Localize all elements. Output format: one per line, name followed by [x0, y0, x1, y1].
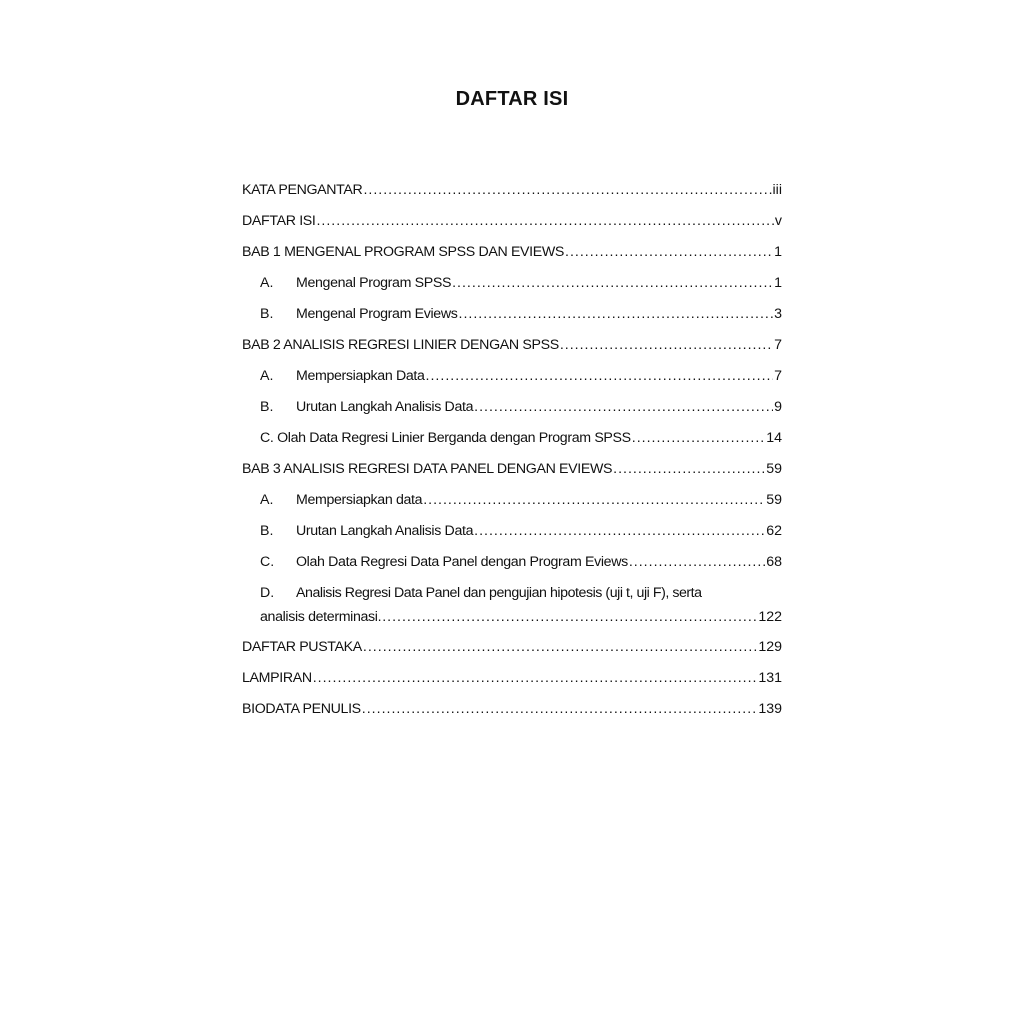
toc-entry — [242, 209, 782, 240]
toc-leader-dots — [316, 209, 773, 233]
toc-entry — [242, 302, 782, 333]
toc-leader-dots — [560, 333, 773, 357]
toc-leader-dots — [362, 697, 758, 721]
toc-entry-page: 3 — [774, 306, 782, 322]
toc-entry-label: DAFTAR ISI — [242, 213, 316, 229]
toc-entry — [242, 666, 782, 697]
toc-entry-label: Mengenal Program Eviews — [296, 306, 458, 322]
toc-entry-label: Olah Data Regresi Data Panel dengan Program Eviews — [296, 554, 628, 570]
toc-entry-letter: C. — [260, 554, 275, 570]
toc-entry-label: BIODATA PENULIS — [242, 701, 361, 717]
toc-entry-page: 7 — [774, 368, 782, 384]
toc-entry — [242, 550, 782, 581]
toc-entry-page: 131 — [758, 670, 782, 686]
toc-entry-label: Mempersiapkan data — [296, 492, 423, 508]
toc-entry — [242, 581, 782, 635]
toc-entry-page: 9 — [774, 399, 782, 415]
toc-leader-dots — [565, 240, 773, 264]
toc-entry-label-continued: analisis determinasi. — [260, 609, 382, 625]
toc-entry — [242, 488, 782, 519]
toc-entry-letter: B. — [260, 306, 274, 322]
toc-entry-label: BAB 1 MENGENAL PROGRAM SPSS DAN EVIEWS — [242, 244, 565, 260]
toc-leader-dots — [423, 488, 765, 512]
toc-entry-letter: A. — [260, 492, 274, 508]
toc-entry — [242, 333, 782, 364]
toc-entry-page: 122 — [758, 609, 782, 625]
toc-entry-letter: A. — [260, 275, 274, 291]
toc-entry-letter: A. — [260, 368, 274, 384]
toc-leader-dots — [382, 605, 757, 629]
toc-entry — [242, 178, 782, 209]
toc-entry-label: DAFTAR PUSTAKA — [242, 639, 362, 655]
toc-leader-dots — [632, 426, 765, 450]
toc-entry-label: KATA PENGANTAR — [242, 182, 363, 198]
toc-entry-page: 129 — [758, 639, 782, 655]
toc-leader-dots — [459, 302, 774, 326]
toc-leader-dots — [629, 550, 765, 574]
toc-entry-page: 7 — [774, 337, 782, 353]
toc-entry-label: Mempersiapkan Data — [296, 368, 425, 384]
toc-entry — [242, 635, 782, 666]
toc-entry-label: Mengenal Program SPSS — [296, 275, 452, 291]
toc-entry — [242, 519, 782, 550]
toc-entry-page: 59 — [766, 492, 782, 508]
toc-entry-page: 1 — [774, 275, 782, 291]
toc-entry — [242, 364, 782, 395]
toc-leader-dots — [452, 271, 773, 295]
toc-entry — [242, 271, 782, 302]
toc-entry-page: 62 — [766, 523, 782, 539]
toc-leader-dots — [363, 178, 771, 202]
toc-leader-dots — [474, 395, 773, 419]
toc-entry — [242, 457, 782, 488]
toc-entry — [242, 395, 782, 426]
toc-entry-page: 68 — [766, 554, 782, 570]
toc-entry-page: 59 — [766, 461, 782, 477]
toc-leader-dots — [426, 364, 774, 388]
toc-entry-page: v — [774, 213, 782, 229]
toc-entry-letter: B. — [260, 523, 274, 539]
toc-list — [242, 178, 782, 728]
toc-entry-label: C. Olah Data Regresi Linier Berganda dengan Program SPSS — [260, 430, 631, 446]
toc-entry-letter: D. — [260, 585, 275, 601]
toc-leader-dots — [474, 519, 765, 543]
toc-entry-label: BAB 3 ANALISIS REGRESI DATA PANEL DENGAN EVIEWS — [242, 461, 613, 477]
toc-entry — [242, 697, 782, 728]
toc-entry-label: LAMPIRAN — [242, 670, 312, 686]
toc-entry-label: Analisis Regresi Data Panel dan pengujian hipotesis (uji t, uji F), serta — [296, 585, 702, 601]
toc-entry-label: Urutan Langkah Analisis Data — [296, 399, 474, 415]
toc-entry-page: 1 — [774, 244, 782, 260]
toc-entry-page: iii — [772, 182, 782, 198]
toc-entry-page: 14 — [766, 430, 782, 446]
toc-entry-letter: B. — [260, 399, 274, 415]
toc-entry-page: 139 — [758, 701, 782, 717]
toc-leader-dots — [313, 666, 758, 690]
toc-entry-label: BAB 2 ANALISIS REGRESI LINIER DENGAN SPSS — [242, 337, 559, 353]
toc-leader-dots — [363, 635, 757, 659]
toc-entry — [242, 426, 782, 457]
toc-entry — [242, 240, 782, 271]
toc-entry-label: Urutan Langkah Analisis Data — [296, 523, 474, 539]
toc-title: DAFTAR ISI — [455, 88, 569, 110]
toc-leader-dots — [613, 457, 765, 481]
